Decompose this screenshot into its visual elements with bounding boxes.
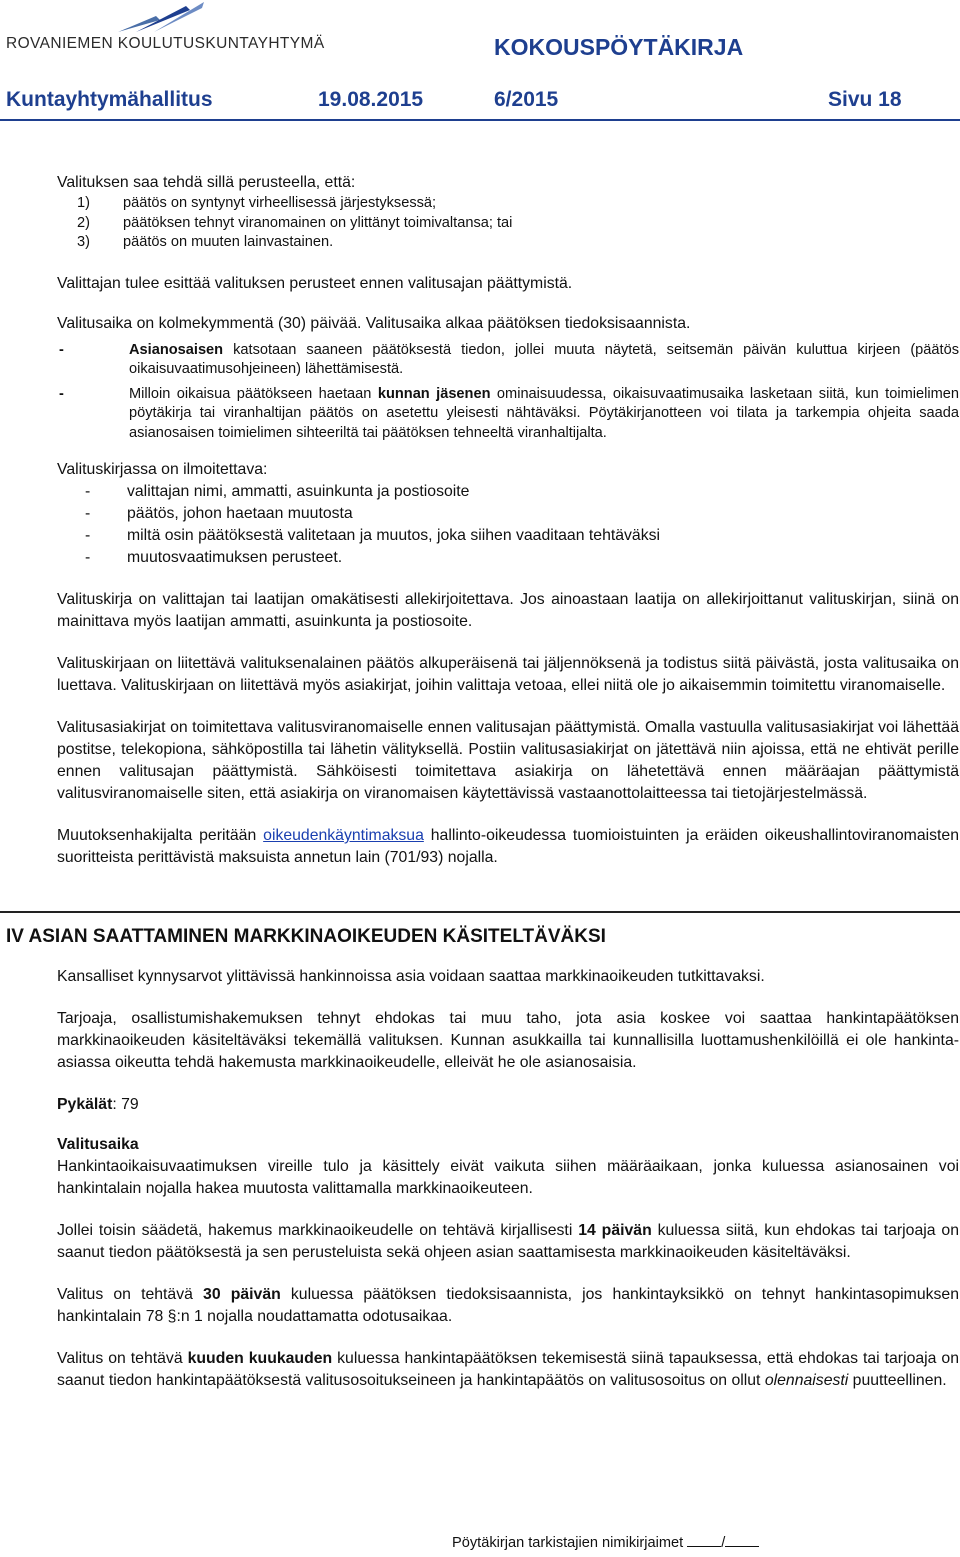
letterhead-logo <box>6 2 356 64</box>
item-text: miltä osin päätöksestä valitetaan ja muutos, joka siihen vaaditaan tehtäväksi <box>127 527 661 544</box>
item-number: 1) <box>77 195 90 211</box>
item-number: 2) <box>77 214 90 231</box>
rectification-paragraph: Hankintaoikaisuvaatimuksen vireille tulo ja käsittely eivät vaikuta siihen määräaikaan, jonka kuluessa asianosainen voi hankintalain nojalla hakea muutosta valittamalla markkinaoikeuteen. <box>57 1158 959 1197</box>
text-span: puutteellinen. <box>848 1372 947 1389</box>
item-text: päätös on muuten lainvastainen. <box>123 234 334 250</box>
list-item <box>57 341 959 380</box>
item-text: muutosvaatimuksen perusteet. <box>127 549 343 566</box>
statement-intro: Valituskirjassa on ilmoitettava: <box>57 461 268 478</box>
footer-label: Pöytäkirjan tarkistajien nimikirjaimet <box>452 1535 684 1551</box>
bold-text: kuuden kuukauden <box>187 1350 333 1367</box>
initials-separator: / <box>721 1535 726 1551</box>
sections-value: : 79 <box>112 1096 139 1113</box>
list-item <box>57 233 959 253</box>
dash-marker: - <box>85 549 91 566</box>
signature-paragraph: Valituskirja on valittajan tai laatijan omakätisesti allekirjoitettava. Jos ainoastaan laatija on allekirjoittanut valituskirjan, siinä on mainittava myös laatijan ammatti, asuinkunta ja postiosoite. <box>57 591 959 630</box>
text-span: Milloin oikaisua päätökseen haetaan <box>129 385 378 402</box>
dash-marker: - <box>59 385 64 402</box>
initials-blank[interactable] <box>725 1534 759 1547</box>
appeal-grounds <box>57 172 959 194</box>
bold-text: kunnan jäsenen <box>377 385 491 402</box>
section-iv-title: IV ASIAN SAATTAMINEN MARKKINAOIKEUDEN KÄSITELTÄVÄKSI <box>6 926 606 947</box>
appeal-period-paragraph: Valitusaika on kolmekymmentä (30) päivää. Valitusaika alkaa päätöksen tiedoksisaannista. <box>57 314 691 332</box>
text-span: kuluessa hankintapäätöksen tekemisestä siinä tapauksessa, että ehdokas tai tarjoaja on saanut tiedon hankintapäätöksestä valitusosoitukseineen ja hankintapäätös on valitusosoitus on ollut <box>57 1350 960 1389</box>
meeting-date: 19.08.2015 <box>318 88 424 111</box>
list-item <box>57 385 959 444</box>
item-text: päätös, johon haetaan muutosta <box>127 505 353 522</box>
dash-marker: - <box>59 341 64 358</box>
item-text <box>129 341 959 380</box>
dash-marker: - <box>85 527 91 544</box>
text-span: Valitus on tehtävä <box>57 1286 204 1303</box>
court-fee-link[interactable]: oikeudenkäyntimaksua <box>263 827 424 844</box>
document-body <box>57 172 959 869</box>
item-number: 3) <box>77 234 90 250</box>
meeting-number: 6/2015 <box>494 88 559 111</box>
section-iv-body <box>57 966 959 1392</box>
list-item <box>57 481 959 503</box>
text-span: katsotaan saaneen päätöksestä tiedon, jollei muuta näytetä, seitsemän päivän kuluttua kirjeen (päätös oikaisuvaatimusohjeineen) lähettämisestä. <box>129 341 959 377</box>
org-logo-text: ROVANIEMEN KOULUTUSKUNTAYHTYMÄ <box>6 35 325 52</box>
delivery-paragraph: Valitusasiakirjat on toimitettava valitusviranomaiselle ennen valitusajan päättymistä. Omalla vastuulla valitusasiakirjat voi lähettää postitse, telekopiona, sähköpostilla tai lähetin välityksellä. Postiin valitusasiakirjat on jätettävä niin ajoissa, että ne ehtivät perille ennen valitusajan päättymistä. Sähköisesti toimitettava asiakirja on lähetettävä ennen määräajan päättymistä valitusviranomaiselle siten, että asiakirja on viranomaisen käytettävissä vastaanottolaitteessa tai tietojärjestelmässä. <box>57 719 959 802</box>
tenderer-paragraph: Tarjoaja, osallistumishakemuksen tehnyt ehdokas tai muu taho, jota asia koskee voi saattaa hankintapäätöksen markkinaoikeuden käsiteltäväksi tekemällä valituksen. Kunnan asukkailla tai kunnallisilla luottamushenkilöillä ei ole hankinta-asiassa oikeutta tehdä hakemusta markkinaoikeudelle, elleivät he ole asianosaisia. <box>57 1010 959 1071</box>
thirty-days-paragraph <box>57 1284 959 1328</box>
italic-text: olennaisesti <box>764 1372 849 1389</box>
list-item <box>57 525 959 547</box>
text-span: Valitus on tehtävä <box>57 1350 188 1367</box>
attachments-paragraph: Valituskirjaan on liitettävä valituksenalainen päätös alkuperäisenä tai jäljennöksenä ja todistus siitä päivästä, josta valitusaika on luettava. Valituskirjaan on liitettävä myös asiakirjat, joihin valittaja vetoaa, ellei niitä ole jo aikaisemmin toimitettu viranomaiselle. <box>57 655 959 694</box>
text-span: Muutoksenhakijalta peritään <box>57 827 264 844</box>
list-item <box>57 503 959 525</box>
text-span: kuluessa päätöksen tiedoksisaannista, jos hankintayksikkö on tehnyt hankintasopimuksen hankintalain 78 §:n 1 nojalla noudattamatta odotusaikaa. <box>57 1286 959 1325</box>
committee-name: Kuntayhtymähallitus <box>6 88 213 111</box>
appeal-grounds-list <box>57 194 959 253</box>
text-span: kuluessa siitä, kun ehdokas tai tarjoaja on saanut tiedon päätöksestä ja sen perusteluista sekä ohjeen asian saattamisesta markkinaoikeuden käsiteltäväksi. <box>57 1222 959 1261</box>
dash-marker: - <box>85 483 91 500</box>
initials-blank[interactable] <box>687 1534 721 1547</box>
statement-list <box>57 481 959 569</box>
bold-text: Asianosaisen <box>129 341 224 358</box>
item-text <box>129 385 959 444</box>
document-type: KOKOUSPÖYTÄKIRJA <box>494 34 744 60</box>
six-months-paragraph <box>57 1348 959 1392</box>
page-number: Sivu 18 <box>828 88 902 111</box>
text-span: hallinto-oikeudessa tuomioistuinten ja eräiden oikeushallintoviranomaisten suoritteista perittävistä maksuista annetun lain (701/93) nojalla. <box>57 827 959 866</box>
bold-text: 14 päivän <box>578 1222 652 1239</box>
item-text: päätös on syntynyt virheellisessä järjestyksessä; <box>123 195 437 211</box>
item-text: päätöksen tehnyt viranomainen on ylittänyt toimivaltansa; tai <box>123 214 513 231</box>
list-item <box>57 214 959 234</box>
dash-marker: - <box>85 505 91 522</box>
appeal-grounds-intro: Valituksen saa tehdä sillä perusteella, että: <box>57 174 356 191</box>
valitusaika-heading: Valitusaika <box>57 1136 139 1153</box>
text-span: Jollei toisin säädetä, hakemus markkinaoikeudelle on tehtävä kirjallisesti <box>57 1222 579 1239</box>
list-item <box>57 547 959 569</box>
notice-list <box>57 341 959 444</box>
item-text: valittajan nimi, ammatti, asuinkunta ja postiosoite <box>127 483 470 500</box>
national-threshold-paragraph: Kansalliset kynnysarvot ylittävissä hankinnoissa asia voidaan saattaa markkinaoikeuden tutkittavaksi. <box>57 968 765 985</box>
footer-initials <box>452 1534 759 1551</box>
bold-text: 30 päivän <box>203 1286 281 1303</box>
list-item <box>57 194 959 214</box>
header-divider <box>0 119 960 121</box>
fee-paragraph <box>57 825 959 869</box>
sections-label: Pykälät <box>57 1096 113 1113</box>
appellant-paragraph: Valittajan tulee esittää valituksen perusteet ennen valitusajan päättymistä. <box>57 274 573 292</box>
fourteen-days-paragraph <box>57 1220 959 1264</box>
sections-line <box>57 1094 959 1116</box>
bird-logo-icon <box>116 2 206 36</box>
section-divider <box>0 911 960 913</box>
text-span: ominaisuudessa, oikaisuvaatimusaika lasketaan siitä, kun toimielimen pöytäkirja tai viranhaltijan päätös on asetettu yleisesti nähtäväksi. Pöytäkirjanotteen voi tilata ja tarkempia ohjeita saada asianosaisen toimielimen sihteeriltä tai päätöksen tehneeltä viranhaltijalta. <box>129 385 959 441</box>
